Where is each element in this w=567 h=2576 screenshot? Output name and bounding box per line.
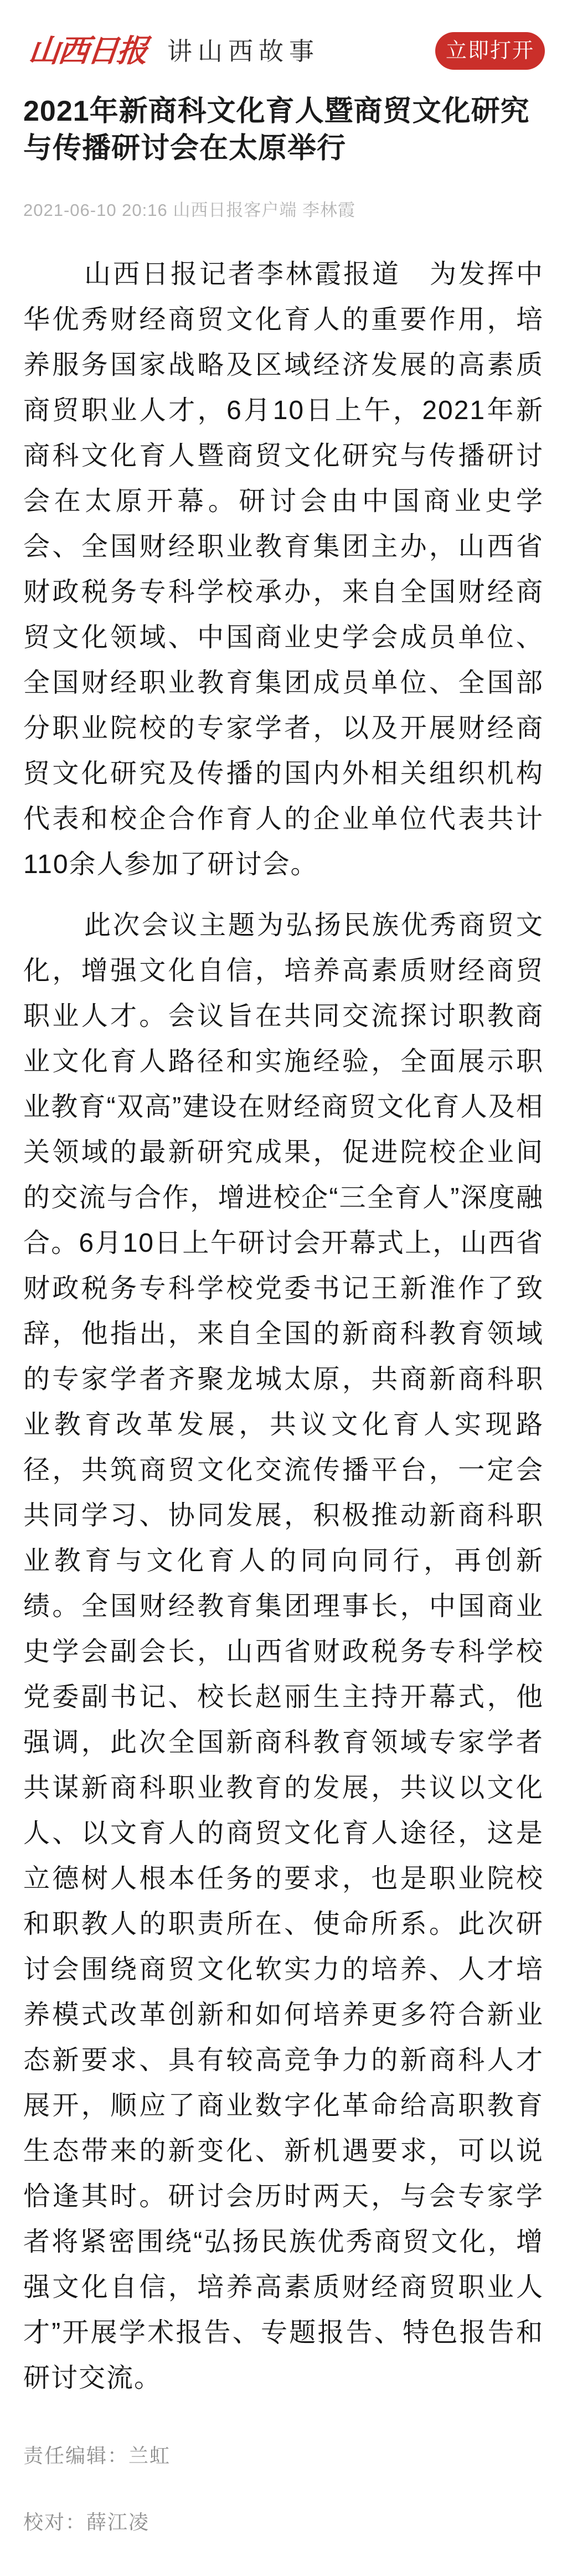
editor-credit: 责任编辑：兰虹: [23, 2444, 171, 2467]
banner-tagline: 讲山西故事: [167, 37, 320, 65]
proofreader-credit: 校对：薛江凌: [23, 2511, 150, 2533]
article-meta: 2021-06-10 20:16 山西日报客户端 李林霞: [23, 200, 355, 220]
app-banner: [0, 0, 567, 78]
shanxi-daily-logo: 山西日报: [27, 33, 148, 69]
article-paragraph: 山西日报记者李林霞报道 为发挥中华优秀财经商贸文化育人的重要作用，培养服务国家战略及区域经济发展的高素质商贸职业人才，6月10日上午，2021年新商科文化育人暨商贸文化研究与传播研讨会在太原开幕。研讨会由中国商业史学会、全国财经职业教育集团主办，山西省财政税务专科学校承办，来自全国财经商贸文化领域、中国商业史学会成员单位、全国财经职业教育集团成员单位、全国部分职业院校的专家学者，以及开展财经商贸文化研究及传播的国内外相关组织机构代表和校企合作育人的企业单位代表共计110余人参加了研讨会。: [23, 260, 544, 879]
article-body: [23, 252, 544, 2401]
open-app-button[interactable]: 立即打开: [435, 32, 545, 70]
article: [0, 93, 567, 2401]
article-paragraph: 此次会议主题为弘扬民族优秀商贸文化，增强文化自信，培养高素质财经商贸职业人才。会议旨在共同交流探讨职教商业文化育人路径和实施经验，全面展示职业教育“双高”建设在财经商贸文化育人及相关领域的最新研究成果，促进院校企业间的交流与合作，增进校企“三全育人”深度融合。6月10日上午研讨会开幕式上，山西省财政税务专科学校党委书记王新淮作了致辞，他指出，来自全国的新商科教育领域的专家学者齐聚龙城太原，共商新商科职业教育改革发展，共议文化育人实现路径，共筑商贸文化交流传播平台，一定会共同学习、协同发展，积极推动新商科职业教育与文化育人的同向同行，再创新绩。全国财经教育集团理事长，中国商业史学会副会长，山西省财政税务专科学校党委副书记、校长赵丽生主持开幕式，他强调，此次全国新商科教育领域专家学者共谋新商科职业教育的发展，共议以文化人、以文育人的商贸文化育人途径，这是立德树人根本任务的要求，也是职业院校和职教人的职责所在、使命所系。此次研讨会围绕商贸文化软实力的培养、人才培养模式改革创新和如何培养更多符合新业态新要求、具有较高竞争力的新商科人才展开，顺应了商业数字化革命给高职教育生态带来的新变化、新机遇要求，可以说恰逢其时。研讨会历时两天，与会专家学者将紧密围绕“弘扬民族优秀商贸文化，增强文化自信，培养高素质财经商贸职业人才”开展学术报告、专题报告、特色报告和研讨交流。: [23, 911, 544, 2393]
article-title: 2021年新商科文化育人暨商贸文化研究与传播研讨会在太原举行: [23, 95, 530, 164]
